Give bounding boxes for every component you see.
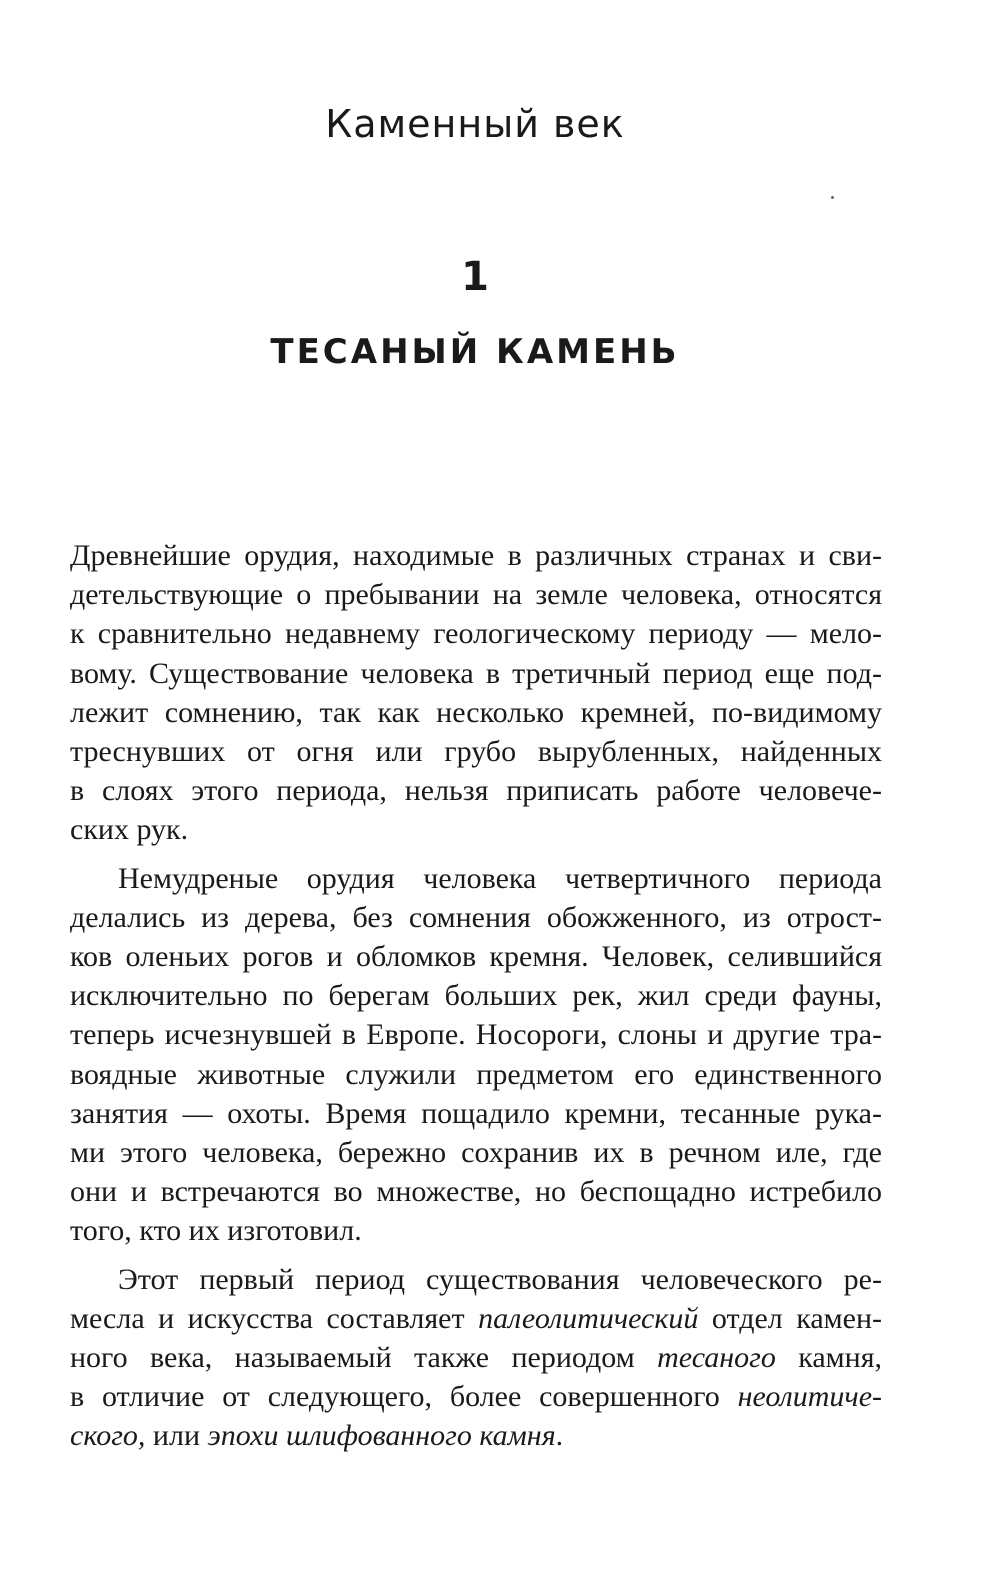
text-run: отдел камен-	[698, 1301, 882, 1335]
text-line: они и встречаются во множестве, но беспощадно истребило	[70, 1175, 882, 1209]
text-line: ков оленьих рогов и обломков кремня. Человек, селившийся	[70, 940, 882, 974]
text-line: лежит сомнению, так как несколько кремней, по-видимому	[70, 695, 882, 729]
text-run: ного века, называемый также периодом	[70, 1341, 658, 1375]
text-line: треснувших от огня или грубо вырубленных, найденных	[70, 735, 882, 769]
text-line: в слоях этого периода, нельзя приписать работе человече-	[70, 774, 882, 808]
text-line: ми этого человека, бережно сохранив их в речном иле, где	[70, 1136, 882, 1170]
text-line: детельствующие о пребывании на земле человека, относятся	[70, 578, 882, 612]
text-line: воядные животные служили предметом его единственного	[70, 1057, 882, 1091]
italic-term: тесаного	[657, 1341, 776, 1375]
paragraph-1	[70, 536, 882, 850]
paragraph-3	[70, 1260, 882, 1456]
italic-term: палеолитический	[478, 1301, 699, 1335]
body-text	[70, 536, 882, 1456]
text-run: .	[555, 1419, 564, 1453]
text-run: или	[145, 1419, 208, 1453]
text-line: Немудреные орудия человека четвертичного периода	[118, 861, 882, 895]
print-speck	[831, 196, 834, 199]
text-line	[70, 1338, 882, 1377]
text-line	[70, 1299, 882, 1338]
text-line: Этот первый период существования человеческого ре-	[118, 1262, 882, 1296]
italic-term: эпохи шлифованного камня	[207, 1419, 556, 1453]
chapter-number: 1	[461, 254, 489, 300]
text-line: занятия — охоты. Время пощадило кремни, тесанные рука-	[70, 1096, 882, 1130]
text-line: теперь исчезнувшей в Европе. Носороги, слоны и другие тра-	[70, 1018, 882, 1052]
text-run: месла и искусства составляет	[70, 1301, 479, 1335]
section-title: Каменный век	[325, 102, 625, 146]
text-line	[70, 1377, 882, 1416]
text-line: исключительно по берегам больших рек, жил среди фауны,	[70, 979, 882, 1013]
text-line: делались из дерева, без сомнения обожженного, из отрост-	[70, 900, 882, 934]
italic-term: неолитиче-	[737, 1380, 882, 1414]
text-run: в отличие от следующего, более совершенного	[70, 1380, 738, 1414]
text-line: к сравнительно недавнему геологическому периоду — мело-	[70, 617, 882, 651]
text-line: вому. Существование человека в третичный период еще под-	[70, 656, 882, 690]
text-line: того, кто их изготовил.	[70, 1214, 362, 1248]
text-line	[70, 1416, 882, 1455]
chapter-title: ТЕСАНЫЙ КАМЕНЬ	[270, 332, 680, 372]
text-run: камня,	[775, 1341, 883, 1375]
text-line: ских рук.	[70, 813, 189, 847]
italic-term: ского,	[70, 1419, 146, 1453]
paragraph-2	[70, 859, 882, 1251]
text-line: Древнейшие орудия, находимые в различных странах и сви-	[70, 539, 882, 572]
